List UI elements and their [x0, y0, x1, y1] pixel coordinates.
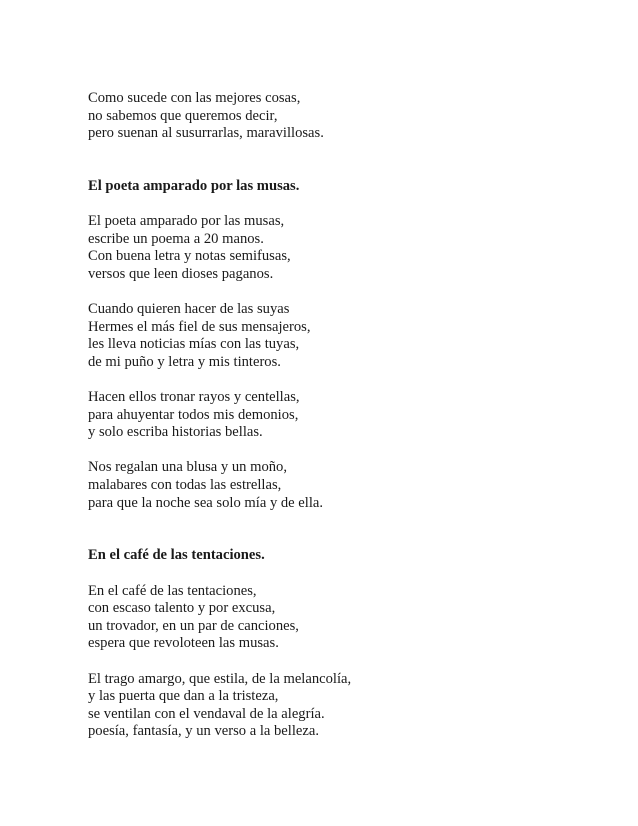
stanza	[88, 583, 608, 653]
verse-line: para ahuyentar todos mis demonios,	[88, 406, 299, 423]
verse-line: malabares con todas las estrellas,	[88, 477, 282, 494]
verse-line: y solo escriba historias bellas.	[88, 424, 263, 441]
verse-line: El trago amargo, que estila, de la melancolía,	[88, 670, 352, 687]
verse-line: Con buena letra y notas semifusas,	[88, 248, 291, 265]
verse-line: poesía, fantasía, y un verso a la belleza.	[88, 723, 319, 740]
verse-line: con escaso talento y por excusa,	[88, 600, 276, 617]
document-page	[88, 90, 608, 741]
verse-line: En el café de las tentaciones,	[88, 582, 257, 599]
stanza	[88, 389, 608, 442]
verse-line: no sabemos que queremos decir,	[88, 107, 278, 124]
verse-line: pero suenan al susurrarlas, maravillosas.	[88, 125, 324, 142]
verse-line: se ventilan con el vendaval de la alegría.	[88, 705, 325, 722]
verse-line: un trovador, en un par de canciones,	[88, 617, 299, 634]
intro-stanza	[88, 90, 608, 143]
verse-line: El poeta amparado por las musas,	[88, 213, 285, 230]
verse-line: Cuando quieren hacer de las suyas	[88, 301, 290, 318]
verse-line: para que la noche sea solo mía y de ella.	[88, 494, 324, 511]
verse-line: de mi puño y letra y mis tinteros.	[88, 353, 281, 370]
stanza	[88, 213, 608, 283]
verse-line: Hacen ellos tronar rayos y centellas,	[88, 389, 300, 406]
poem-title: En el café de las tentaciones.	[88, 547, 265, 564]
stanza	[88, 671, 608, 741]
verse-line: espera que revoloteen las musas.	[88, 635, 279, 652]
verse-line: Nos regalan una blusa y un moño,	[88, 459, 288, 476]
verse-line: y las puerta que dan a la tristeza,	[88, 688, 279, 705]
verse-line: les lleva noticias mías con las tuyas,	[88, 336, 300, 353]
verse-line: versos que leen dioses paganos.	[88, 265, 274, 282]
poem-title: El poeta amparado por las musas.	[88, 177, 300, 194]
stanza	[88, 301, 608, 371]
verse-line: Como sucede con las mejores cosas,	[88, 90, 301, 106]
stanza	[88, 459, 608, 512]
verse-line: Hermes el más fiel de sus mensajeros,	[88, 318, 311, 335]
verse-line: escribe un poema a 20 manos.	[88, 230, 264, 247]
